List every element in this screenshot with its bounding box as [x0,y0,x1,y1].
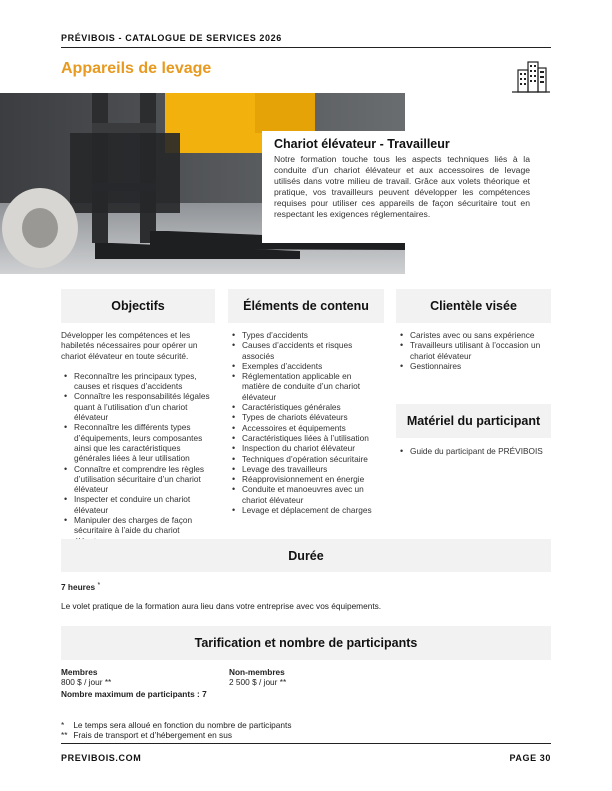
list-item: • Réglementation applicable en matière de conduite d’un chariot élévateur [242,371,381,402]
contenu-column [229,330,381,515]
header-rule [61,47,551,48]
list-item: • Types d’accidents [242,330,381,340]
section-title: Appareils de levage [61,60,212,77]
list-item: • Conduite et manoeuvres avec un chariot élévateur [242,484,381,505]
list-item: • Réapprovisionnement en énergie [242,474,381,484]
list-item: • Travailleurs utilisant à l’occasion un chariot élévateur [410,340,551,361]
duree-heading: Durée [61,539,551,572]
tarification-heading: Tarification et nombre de participants [61,626,551,660]
list-item: • Exemples d’accidents [242,361,381,371]
members-label: Membres [61,667,98,677]
contenu-heading: Éléments de contenu [228,289,384,323]
members-price: 800 $ / jour ** [61,677,112,687]
duree-note: Le volet pratique de la formation aura lieu dans votre entreprise avec vos équipements. [61,601,382,611]
course-description: Notre formation touche tous les aspects techniques liés à la conduite d’un chariot élévateur et aux accessoires de levage utilisés dans votre milieu de travail. Grâce aux volets théorique et pratique, vos travailleurs peuvent développer les compétences requises pour utiliser ces appareils de façon sécuritaire tout en respectant les exigences réglementaires. [274,154,530,219]
clientele-heading: Clientèle visée [396,289,551,323]
buildings-icon [512,60,550,94]
clientele-list [397,330,551,371]
max-participants: Nombre maximum de participants : 7 [61,689,207,699]
list-item: • Reconnaître les principaux types, causes et risques d’accidents [74,371,213,392]
materiel-column [397,446,551,456]
objectifs-column [61,330,213,546]
nonmembers-price: 2 500 $ / jour ** [229,677,287,687]
duree-hours-line [61,582,100,592]
nonmembers-label: Non-membres [229,667,285,677]
list-item: • Guide du participant de PRÉVIBOIS [410,446,551,456]
list-item: • Causes d’accidents et risques associés [242,340,381,361]
list-item: • Accessoires et équipements [242,423,381,433]
clientele-column [397,330,551,371]
list-item: • Levage et déplacement de charges [242,505,381,515]
list-item: • Levage des travailleurs [242,464,381,474]
duree-hours: 7 heures [61,582,96,592]
course-title: Chariot élévateur - Travailleur [274,137,450,151]
page-number: PAGE 30 [509,753,551,763]
list-item: • Gestionnaires [410,361,551,371]
footer-rule [61,743,551,744]
objectifs-list [61,371,213,546]
catalogue-header: PRÉVIBOIS - CATALOGUE DE SERVICES 2026 [61,33,282,43]
contenu-list [229,330,381,515]
list-item: • Connaître les responsabilités légales quant à l’utilisation d’un chariot élévateur [74,391,213,422]
materiel-heading: Matériel du participant [396,404,551,438]
objectifs-heading: Objectifs [61,289,215,323]
materiel-list [397,446,551,456]
list-item: • Techniques d’opération sécuritaire [242,454,381,464]
footnote-text: Le temps sera alloué en fonction du nombre de participants [73,720,292,730]
list-item: • Manipuler des charges de façon sécuritaire à l’aide du chariot [74,515,213,546]
list-item: • Types de chariots élévateurs [242,412,381,422]
list-item: • Connaître et comprendre les règles d’utilisation sécuritaire d’un chariot élévateur [74,464,213,495]
footer-site: PREVIBOIS.COM [61,753,142,763]
objectifs-intro: Développer les compétences et les habiletés nécessaires pour opérer un chariot élévateur en toute sécurité. [61,330,198,361]
footnote [61,720,291,730]
footnote-text: Frais de transport et d’hébergement en sus [73,730,232,740]
list-item: • Caractéristiques générales [242,402,381,412]
footnote-mark: ** [61,730,68,740]
duree-hours-mark: * [97,582,101,589]
list-item: • Caristes avec ou sans expérience [410,330,551,340]
list-item: • Reconnaître les différents types d’équipements, leurs composantes ainsi que les caractéristiques générales liées à leur utilisation [74,422,213,463]
list-item: • Inspection du chariot élévateur [242,443,381,453]
course-summary [262,131,540,243]
footnote-mark: * [61,720,65,730]
list-item: • Inspecter et conduire un chariot élévateur [74,494,213,515]
list-item: • Caractéristiques liées à l’utilisation [242,433,381,443]
footnote [61,730,232,740]
